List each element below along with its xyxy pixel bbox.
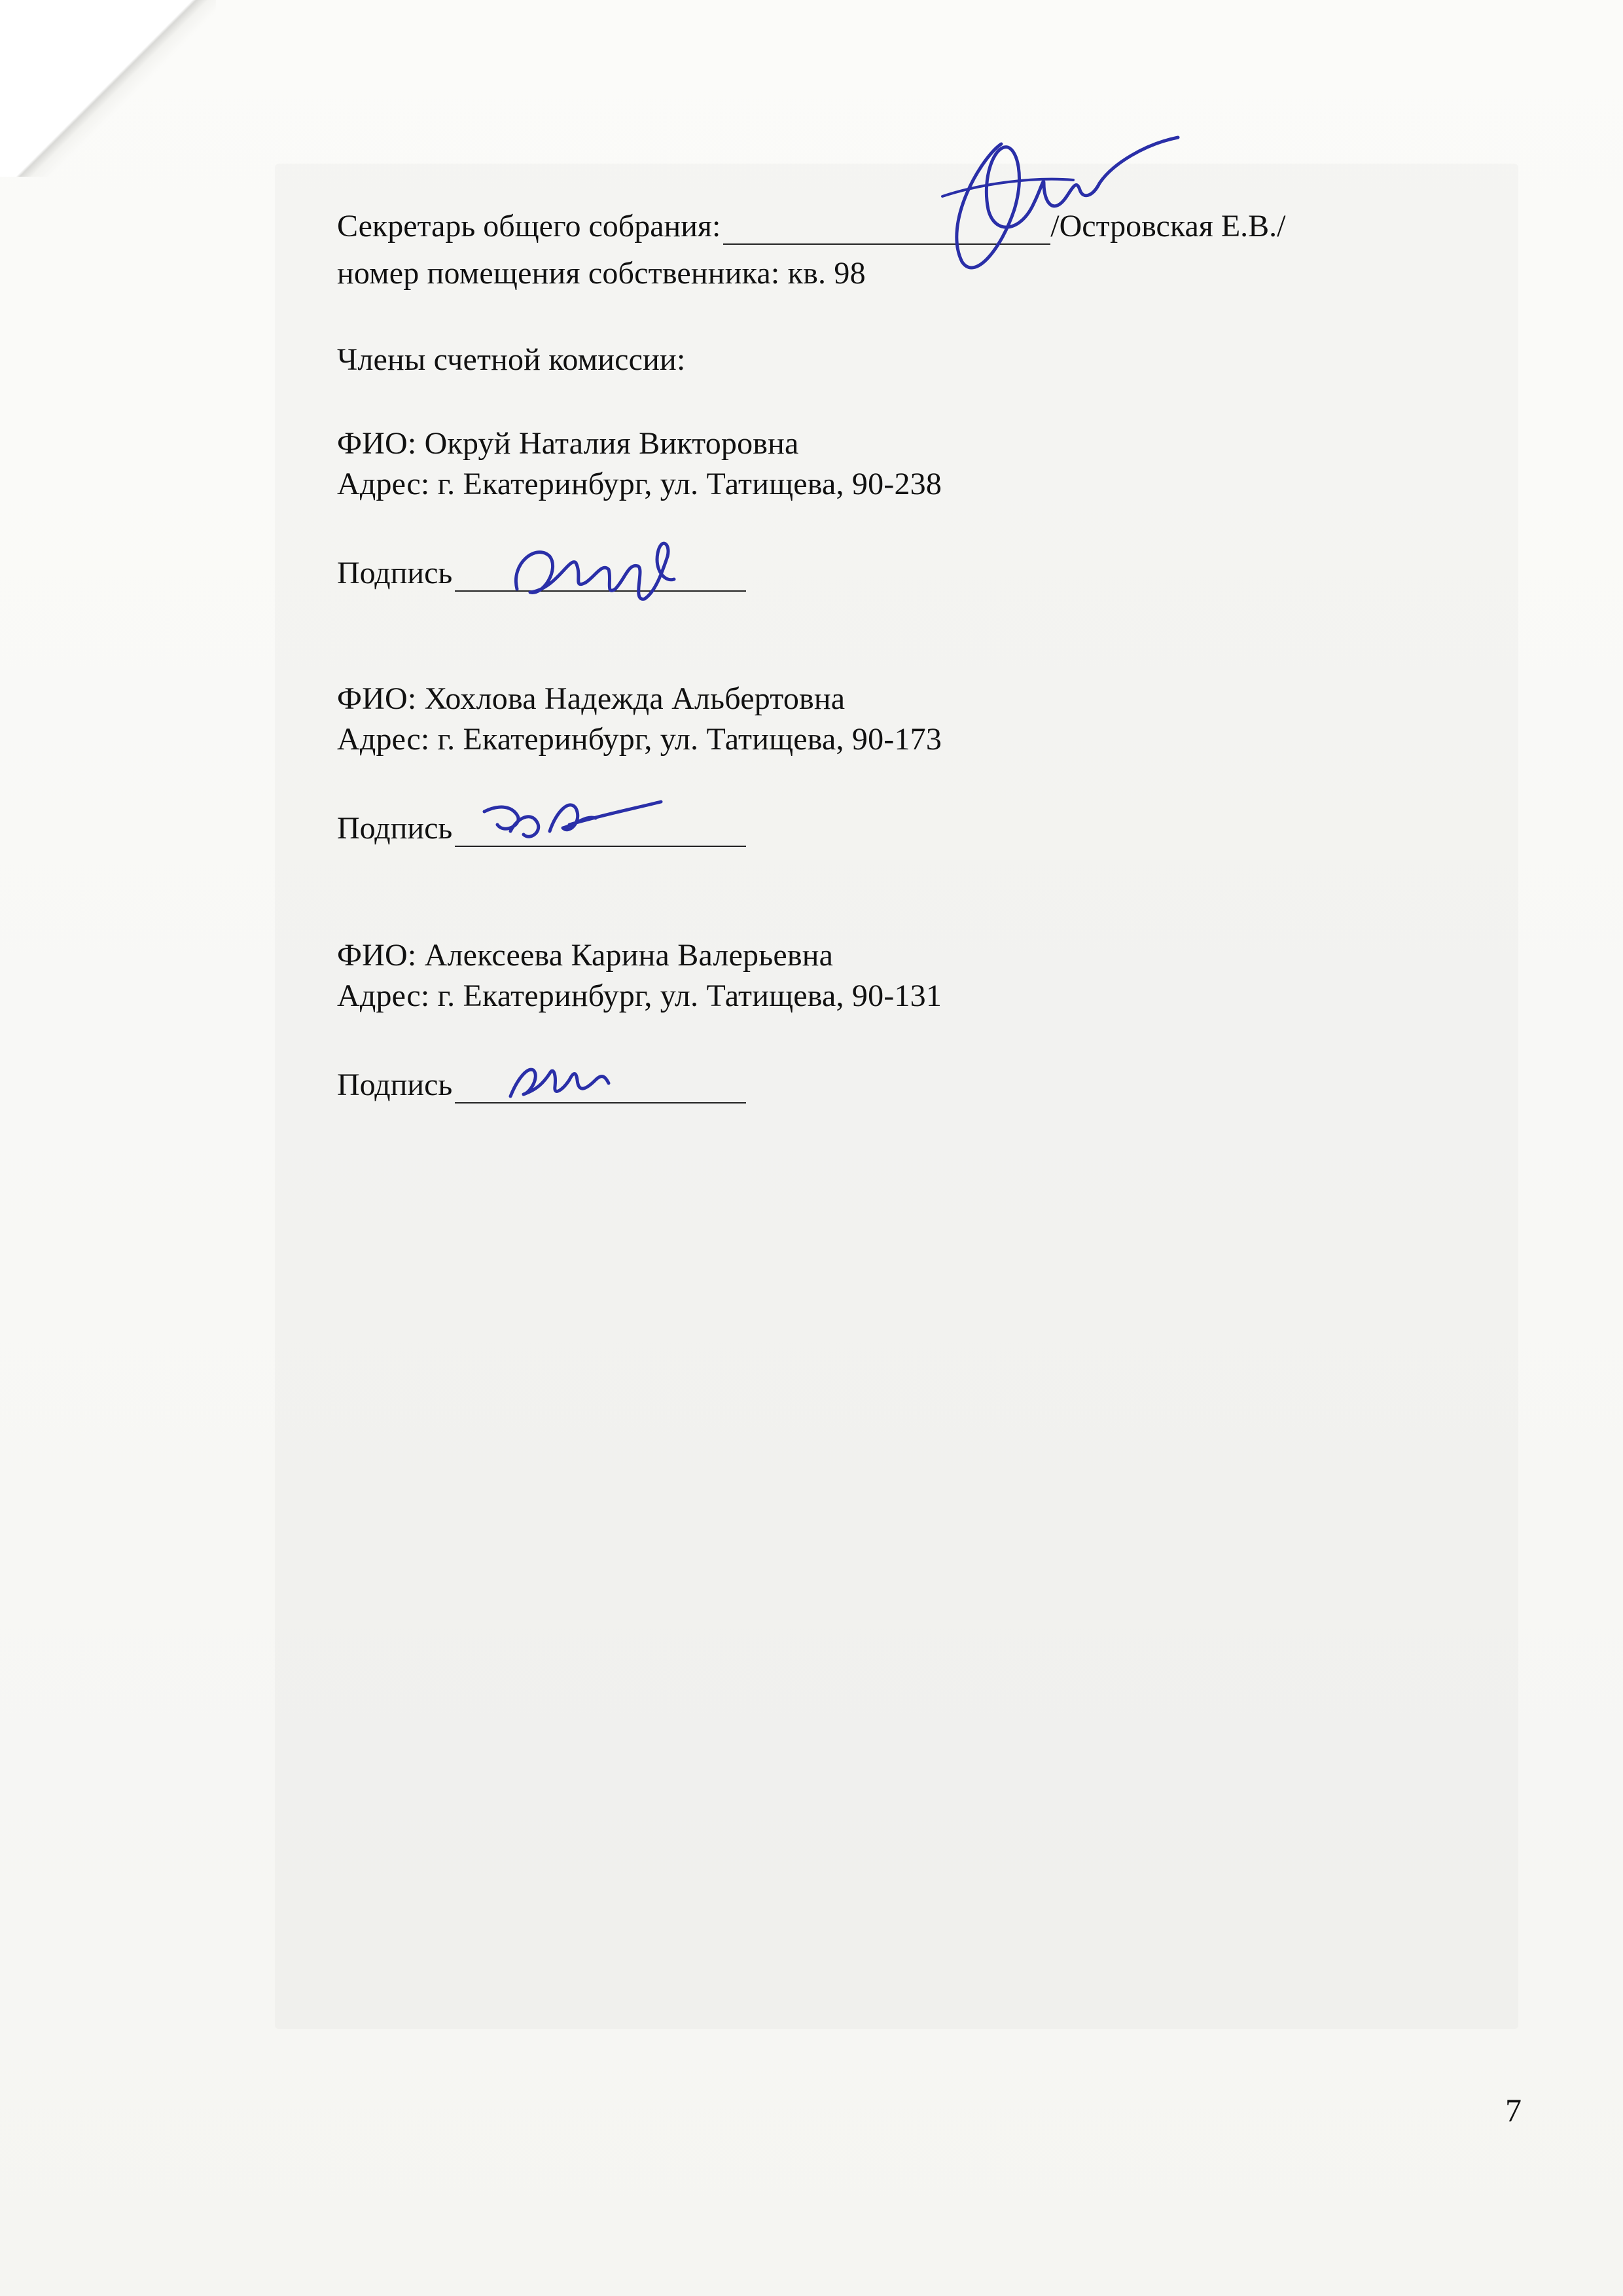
commission-heading: Члены счетной комиссии: [337, 342, 686, 377]
member-address: Адрес: г. Екатеринбург, ул. Татищева, 90-131 [337, 978, 942, 1013]
member-address: Адрес: г. Екатеринбург, ул. Татищева, 90-238 [337, 467, 942, 501]
secretary-line [337, 208, 1286, 245]
signature-blank [455, 562, 746, 592]
member-signature-line [337, 555, 746, 592]
signature-blank [455, 817, 746, 847]
member-signature-line [337, 810, 746, 847]
signature-label: Подпись [337, 556, 453, 590]
signature-blank [455, 1073, 746, 1103]
signature-label: Подпись [337, 1067, 453, 1102]
member-fio: ФИО: Хохлова Надежда Альбертовна [337, 681, 846, 716]
member-fio: ФИО: Алексеева Карина Валерьевна [337, 938, 834, 973]
secretary-name: /Островская Е.В./ [1050, 209, 1286, 243]
signature-label: Подпись [337, 811, 453, 846]
member-address: Адрес: г. Екатеринбург, ул. Татищева, 90-173 [337, 722, 942, 757]
secretary-room: номер помещения собственника: кв. 98 [337, 256, 866, 291]
secretary-signature-blank [723, 215, 1050, 245]
secretary-label: Секретарь общего собрания: [337, 209, 721, 243]
folded-corner [0, 0, 216, 177]
member-signature-line [337, 1067, 746, 1103]
page-number: 7 [1505, 2092, 1522, 2128]
member-fio: ФИО: Окруй Наталия Викторовна [337, 426, 799, 461]
